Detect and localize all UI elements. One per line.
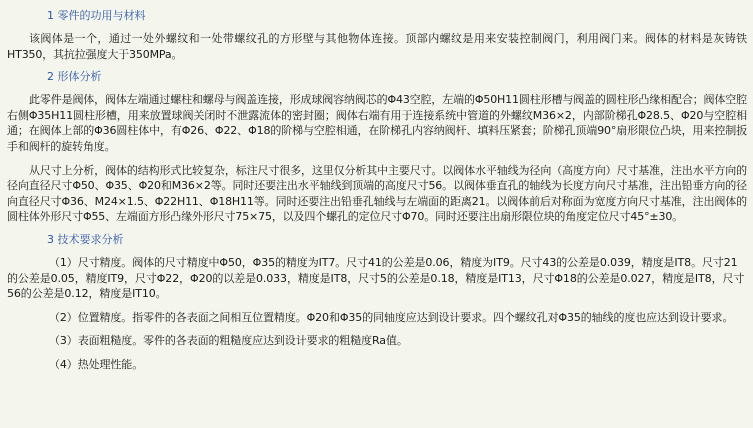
list-item-surface-roughness: （3）表面粗糙度。零件的各表面的粗糙度应达到设计要求的粗糙度Ra值。 bbox=[49, 334, 408, 348]
section-heading-function-material: 1 零件的功用与材料 bbox=[47, 9, 146, 22]
section-heading-shape-analysis: 2 形体分析 bbox=[47, 70, 102, 84]
paragraph-function-material: 该阀体是一个，通过一处外螺纹和一处带螺纹孔的方形壁与其他物体连接。顶部内螺纹是用来安装控制阀门，利用阀门来。阀体的材料是灰铸铁HT350，其抗拉强度大于350MPa。 bbox=[7, 32, 747, 61]
list-item-position-accuracy: （2）位置精度。指零件的各表面之间相互位置精度。Φ20和Φ35的同轴度应达到设计要求。四个螺纹孔对Φ35的轴线的度也应达到设计要求。 bbox=[49, 310, 734, 324]
paragraph-dimension-analysis: 从尺寸上分析，阀体的结构形式比较复杂，标注尺寸很多，这里仅分析其中主要尺寸。以阀体水平轴线为径向（高度方向）尺寸基准，注出水平方向的径向直径尺寸Φ50、Φ35、Φ20和M36×2等。同时还要注出水平轴线到顶端的高度尺寸56。以阀体垂直孔的轴线为长度方向尺寸基准，注出铅垂方向的径向直径尺寸Φ36、M24×1.5、Φ22H11、Φ18H11等。同时还要注出铅垂孔轴线与左端面的距离21。以阀体前后对称面为宽度方向尺寸基准，注出阀体的圆柱体外形尺寸Φ55、左端面方形凸缘外形尺寸75×75，以及四个螺孔的定位尺寸Φ70。同时还要注出扇形限位块的角度定位尺寸45°±30。 bbox=[7, 163, 747, 224]
paragraph-shape-structure: 此零件是阀体，阀体左端通过螺柱和螺母与阀盖连接，形成球阀容纳阀芯的Φ43空腔，左端的Φ50H11圆柱形槽与阀盖的圆柱形凸缘相配合；阀体空腔右侧Φ35H11圆柱形槽，用来放置球阀关闭时不泄露流体的密封圈；阀体右端有用于连接系统中管道的外螺纹M36×2，内部阶梯孔Φ28.5、Φ20与空腔相通；在阀体上部的Φ36圆柱体中，有Φ26、Φ22、Φ18的阶梯与空腔相通，在阶梯孔内容纳阀杆、填料压紧套；阶梯孔顶端90°扇形限位凸块，用来控制扳手和阀杆的旋转角度。 bbox=[7, 93, 747, 153]
list-item-dimension-accuracy: （1）尺寸精度。阀体的尺寸精度中Φ50，Φ35的精度为IT7。尺寸41的公差是0.06，精度为IT9。尺寸43的公差是0.039，精度是IT8。尺寸21的公差是0.05，精度IT9，尺寸Φ22，Φ20的以差是0.033，精度是IT8，尺寸5的公差是0.18，精度是IT13，尺寸Φ18的公差是0.027，精度是IT8，尺寸56的公差是0.12，精度是IT10。 bbox=[7, 255, 745, 301]
list-item-heat-treatment: （4）热处理性能。 bbox=[49, 357, 144, 371]
section-heading-technical-requirements: 3 技术要求分析 bbox=[47, 232, 124, 246]
